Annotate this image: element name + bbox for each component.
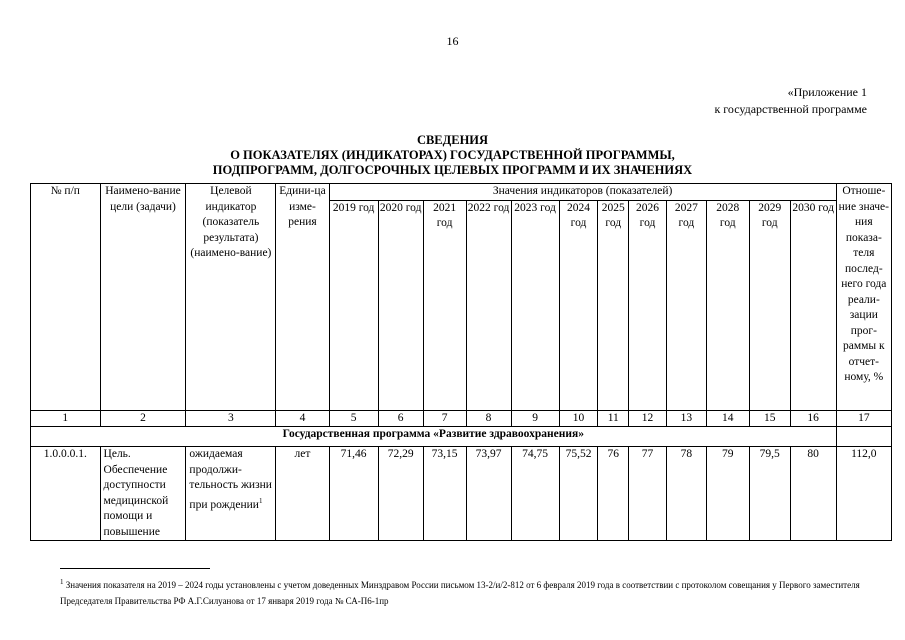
column-number: 17 [836, 410, 891, 427]
header-row-group [31, 184, 892, 201]
column-number: 10 [559, 410, 598, 427]
header-year: 2022 год [466, 200, 511, 410]
header-num: № п/п [31, 184, 101, 411]
heading-line-2: О ПОКАЗАТЕЛЯХ (ИНДИКАТОРАХ) ГОСУДАРСТВЕННОЙ ПРОГРАММЫ, [230, 148, 675, 162]
column-number: 2 [100, 410, 186, 427]
header-ratio: Отноше-ние значе-ния показа-теля послед-него года реали-зации прог-раммы к отчет-ному, % [836, 184, 891, 411]
header-year: 2020 год [378, 200, 423, 410]
column-number: 6 [378, 410, 423, 427]
document-heading [0, 133, 905, 178]
appendix-caption [714, 84, 867, 118]
header-year: 2027 год [666, 200, 706, 410]
section-title: Государственная программа «Развитие здравоохранения» [31, 427, 837, 447]
column-number: 4 [276, 410, 329, 427]
row-value: 78 [666, 447, 706, 541]
section-ratio-cell [836, 427, 891, 447]
row-value: 79,5 [749, 447, 790, 541]
appendix-line-1: «Приложение 1 [787, 85, 867, 99]
indicators-table [30, 183, 892, 541]
header-goal: Наимено-вание цели (задачи) [100, 184, 186, 411]
footnote-divider [60, 568, 210, 569]
header-year: 2030 год [790, 200, 836, 410]
header-year: 2025 год [598, 200, 629, 410]
column-number: 3 [186, 410, 276, 427]
row-goal: Цель. Обеспечение доступности медицинской помощи и повышение [100, 447, 186, 541]
row-value: 76 [598, 447, 629, 541]
column-number: 1 [31, 410, 101, 427]
row-value: 73,97 [466, 447, 511, 541]
column-number: 11 [598, 410, 629, 427]
row-value: 73,15 [423, 447, 466, 541]
header-values-group: Значения индикаторов (показателей) [329, 184, 836, 201]
heading-line-1: СВЕДЕНИЯ [416, 133, 489, 147]
footnote [60, 574, 890, 609]
row-ratio: 112,0 [836, 447, 891, 541]
footnote-reference: 1 [258, 496, 263, 505]
row-value: 79 [706, 447, 749, 541]
row-indicator-text: ожидаемая продолжи-тельность жизни при рождении [189, 448, 272, 511]
row-indicator [186, 447, 276, 541]
column-number: 7 [423, 410, 466, 427]
appendix-line-2: к государственной программе [714, 102, 867, 116]
header-unit: Едини-ца изме-рения [276, 184, 329, 411]
column-number: 16 [790, 410, 836, 427]
header-indicator: Целевой индикатор (показатель результата) (наимено-вание) [186, 184, 276, 411]
header-year: 2028 год [706, 200, 749, 410]
header-year: 2029 год [749, 200, 790, 410]
column-number: 5 [329, 410, 378, 427]
column-number: 13 [666, 410, 706, 427]
header-year: 2019 год [329, 200, 378, 410]
row-value: 77 [629, 447, 667, 541]
header-year: 2024 год [559, 200, 598, 410]
row-value: 80 [790, 447, 836, 541]
row-value: 71,46 [329, 447, 378, 541]
column-number: 9 [511, 410, 559, 427]
header-year: 2026 год [629, 200, 667, 410]
column-number: 14 [706, 410, 749, 427]
column-number: 8 [466, 410, 511, 427]
footnote-marker: 1 [60, 578, 64, 586]
column-number: 15 [749, 410, 790, 427]
header-year: 2023 год [511, 200, 559, 410]
header-year: 2021 год [423, 200, 466, 410]
heading-line-3: ПОДПРОГРАММ, ДОЛГОСРОЧНЫХ ЦЕЛЕВЫХ ПРОГРАММ И ИХ ЗНАЧЕНИЯХ [212, 163, 693, 177]
row-value: 75,52 [559, 447, 598, 541]
footnote-text: Значения показателя на 2019 – 2024 годы установлены с учетом доведенных Минздравом России письмом 13-2/и/2-812 от 6 февраля 2019 года в соответствии с протоколом совещания у Первого заместителя Председателя Правительства РФ А.Г.Силуанова от 17 января 2019 года № СА-П6-1пр [60, 580, 860, 606]
page-number: 16 [446, 34, 459, 48]
table-row [31, 447, 892, 541]
row-num: 1.0.0.0.1. [31, 447, 101, 541]
row-value: 72,29 [378, 447, 423, 541]
column-number-row [31, 410, 892, 427]
section-row [31, 427, 892, 447]
row-value: 74,75 [511, 447, 559, 541]
row-unit: лет [276, 447, 329, 541]
column-number: 12 [629, 410, 667, 427]
